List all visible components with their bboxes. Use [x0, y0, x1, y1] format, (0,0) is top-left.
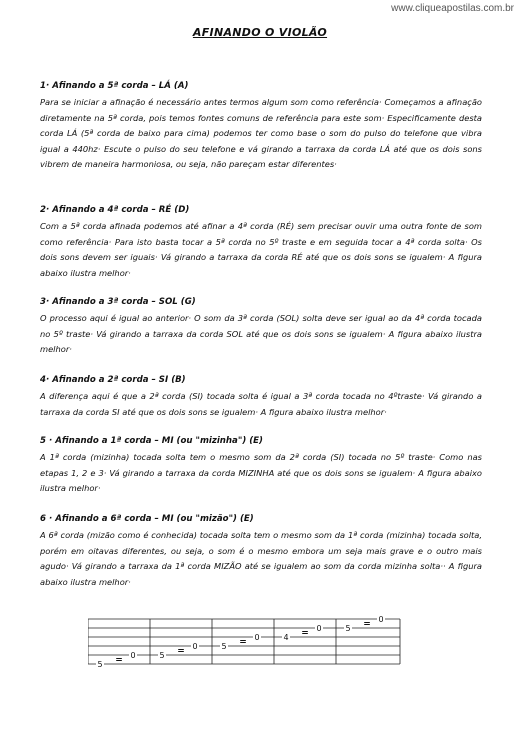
section-3 [40, 296, 482, 358]
tab-equals-sign: = [115, 655, 123, 666]
section-body: Com a 5ª corda afinada podemos até afinar a 4ª corda (RÉ) sem precisar ouvir uma outra fonte de som como referência· Para isto basta tocar a 5ª corda no 5º traste e em seguida tocar a 4ª corda solta· Os dois sons devem ser iguais· Vá girando a tarraxa da corda RÉ até que os dois sons se igualem· A figura abaixo ilustra melhor· [40, 221, 482, 278]
tab-equals-sign: = [301, 628, 309, 639]
site-url[interactable]: www.cliqueapostilas.com.br [391, 3, 514, 14]
tab-open-string-number: 0 [254, 633, 260, 642]
section-body: A diferença aqui é que a 2ª corda (SI) tocada solta é igual a 3ª corda tocada no 4ºtraste· Vá girando a tarraxa da corda SI até que os dois sons se igualem· A figura abaixo ilustra melhor· [40, 391, 482, 417]
tab-fret-number: 5 [345, 624, 351, 633]
tab-open-string-number: 0 [130, 651, 136, 660]
tab-open-string-number: 0 [316, 624, 322, 633]
tab-open-string-number: 0 [192, 642, 198, 651]
section-body: Para se iniciar a afinação é necessário antes termos algum som como referência· Começamos a afinação diretamente na 5ª corda, pois temos fontes comuns de referência para este som· Especificamente desta corda LÁ (5ª corda de baixo para cima) podemos ter como base o som do pulso do telefone que vibra igual a 440hz· Escute o pulso do seu telefone e vá girando a tarraxa da corda LÁ até que os dois sons vibrem de maneira harmoniosa, ou seja, não pareçam estar diferentes· [40, 97, 482, 169]
section-body: A 1ª corda (mizinha) tocada solta tem o mesmo som da 2ª corda (SI) tocada no 5º traste· Como nas etapas 1, 2 e 3· Vá girando a tarraxa da corda MIZINHA até que os dois sons se igualem· A figura abaixo ilustra melhor· [40, 452, 482, 493]
section-heading: 6 · Afinando a 6ª corda – MI (ou "mizão") (E) [40, 514, 254, 524]
section-4 [40, 374, 482, 420]
section-6 [40, 513, 482, 590]
section-5 [40, 435, 482, 497]
section-2 [40, 204, 482, 281]
tab-equals-sign: = [239, 637, 247, 648]
section-heading: 5 · Afinando a 1ª corda – MI (ou "mizinha") (E) [40, 436, 263, 446]
section-body: A 6ª corda (mizão como é conhecida) tocada solta tem o mesmo som da 1ª corda (mizinha) tocada solta, porém em oitavas diferentes, ou seja, o som é o mesmo embora um seja mais grave e o outro mais agudo· Vá girando a tarraxa da 1ª corda MIZÃO até se igualem ao som da corda mizinha solta·· A figura abaixo ilustra melhor· [40, 530, 482, 587]
document-title: AFINANDO O VIOLÃO [192, 26, 328, 39]
tab-equals-sign: = [177, 646, 185, 657]
section-heading: 4· Afinando a 2ª corda – SI (B) [40, 375, 186, 385]
tab-open-string-number: 0 [378, 615, 384, 624]
tab-fret-number: 4 [283, 633, 289, 642]
section-body: O processo aqui é igual ao anterior· O som da 3ª corda (SOL) solta deve ser igual ao da 4ª corda tocada no 5º traste· Vá girando a tarraxa da corda SOL até que os dois sons se igualem· A figura abaixo ilustra melhor· [40, 313, 482, 354]
tab-equals-sign: = [363, 619, 371, 630]
tuning-tab-diagram [88, 614, 404, 670]
section-1 [40, 80, 482, 173]
section-heading: 2· Afinando a 4ª corda – RÉ (D) [40, 205, 190, 215]
section-heading: 3· Afinando a 3ª corda – SOL (G) [40, 297, 196, 307]
section-heading: 1· Afinando a 5ª corda – LÁ (A) [40, 81, 189, 91]
tab-fret-number: 5 [97, 660, 103, 669]
tab-fret-number: 5 [159, 651, 165, 660]
tab-fret-number: 5 [221, 642, 227, 651]
